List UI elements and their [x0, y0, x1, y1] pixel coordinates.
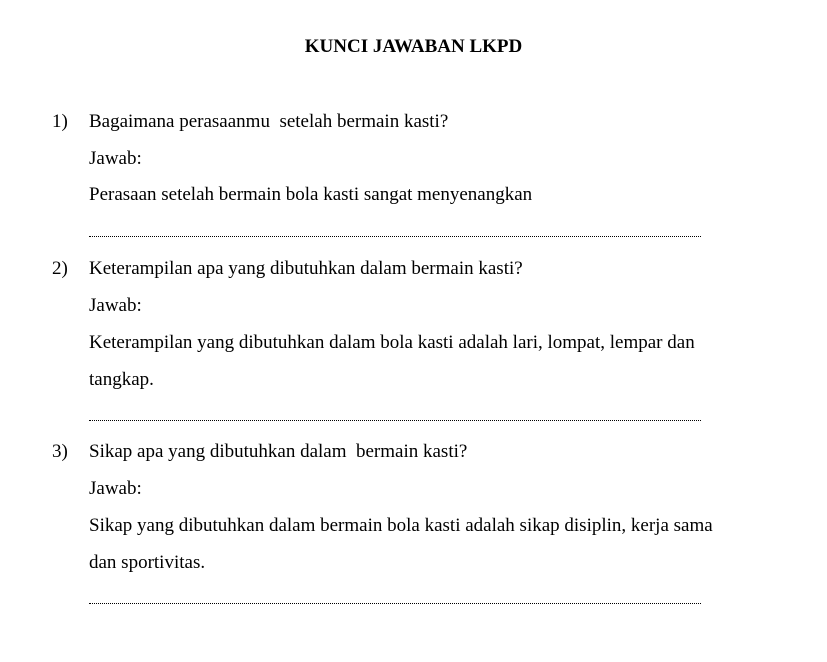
question-2-dotted-line	[89, 420, 701, 421]
question-1-text: Bagaimana perasaanmu setelah bermain kasti?	[89, 111, 449, 132]
question-3-text: Sikap apa yang dibutuhkan dalam bermain kasti?	[89, 441, 468, 462]
question-3-answer-line-1: Sikap yang dibutuhkan dalam bermain bola kasti adalah sikap disiplin, kerja sama	[89, 515, 713, 536]
question-1-answer-line-1: Perasaan setelah bermain bola kasti sangat menyenangkan	[89, 184, 533, 205]
question-2-answer-line-2: tangkap.	[89, 369, 154, 390]
question-3-answer-label: Jawab:	[89, 478, 142, 499]
question-1-answer-label: Jawab:	[89, 148, 142, 169]
question-1-number: 1)	[52, 111, 68, 132]
question-3-dotted-line	[89, 603, 701, 604]
question-2-number: 2)	[52, 258, 68, 279]
question-2-answer-line-1: Keterampilan yang dibutuhkan dalam bola kasti adalah lari, lompat, lempar dan	[89, 332, 695, 353]
question-2-text: Keterampilan apa yang dibutuhkan dalam bermain kasti?	[89, 258, 523, 279]
question-3-answer-line-2: dan sportivitas.	[89, 552, 206, 573]
question-1-dotted-line	[89, 236, 701, 237]
question-2-answer-label: Jawab:	[89, 295, 142, 316]
question-3-number: 3)	[52, 441, 68, 462]
page-title: KUNCI JAWABAN LKPD	[304, 36, 523, 57]
